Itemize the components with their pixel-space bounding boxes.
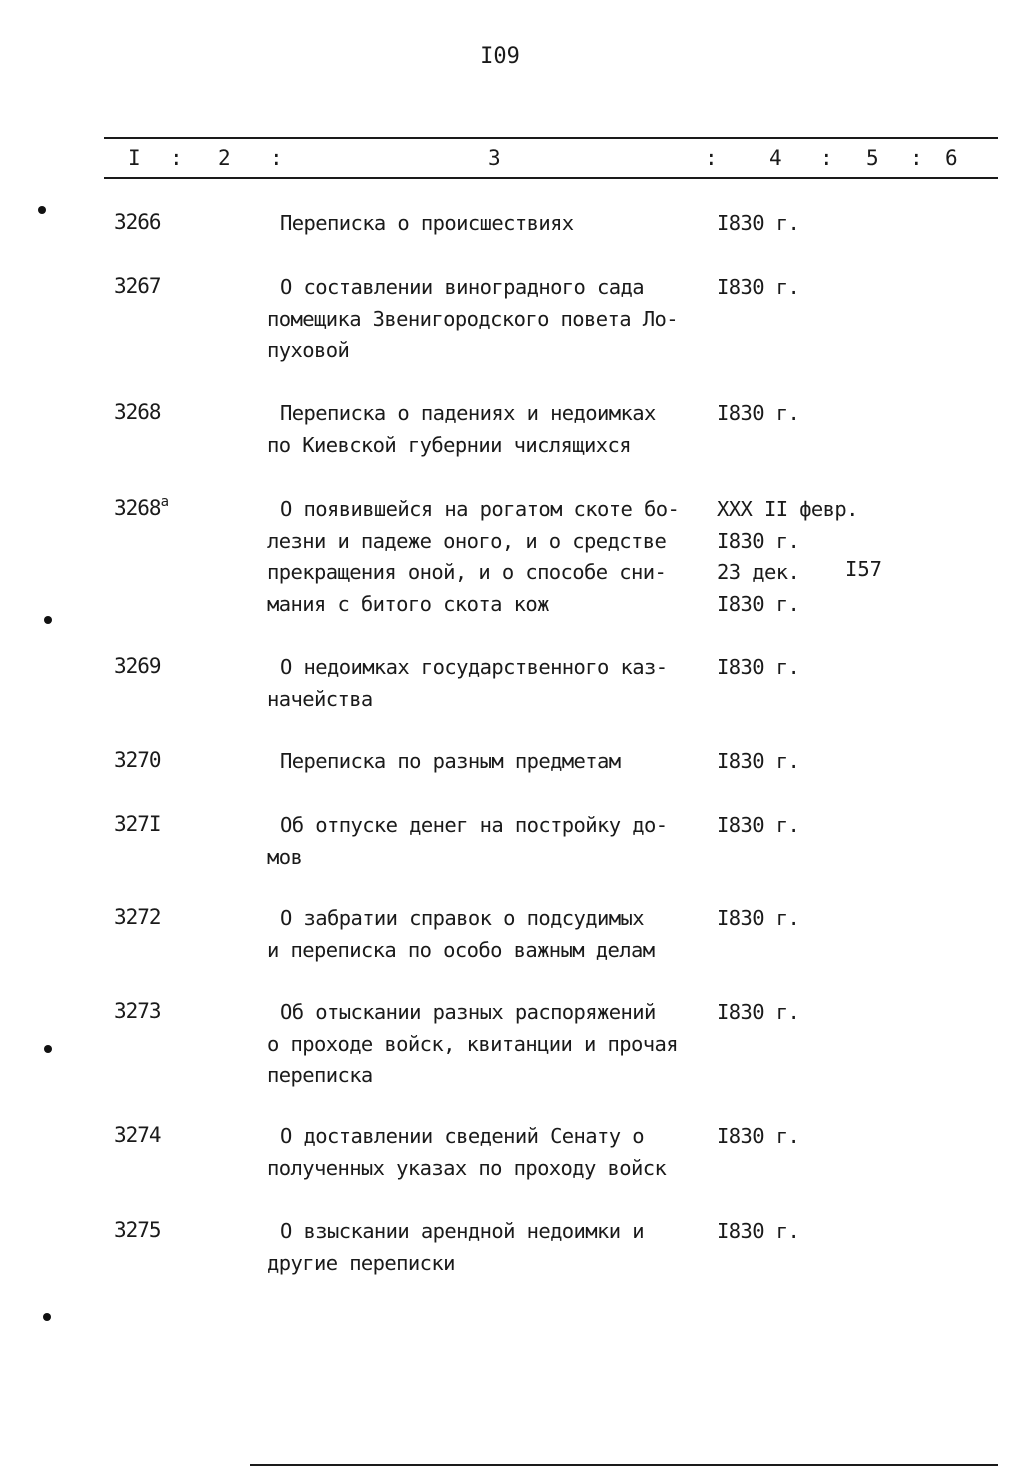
file-number: 3272 bbox=[114, 905, 161, 929]
file-number: 327I bbox=[114, 812, 161, 836]
column-separator: : bbox=[170, 146, 183, 170]
column-separator: : bbox=[820, 146, 833, 170]
column-separator: : bbox=[270, 146, 283, 170]
column-separator: : bbox=[705, 146, 718, 170]
file-date: I830 г. bbox=[717, 749, 800, 773]
footer-rule bbox=[250, 1464, 998, 1466]
file-number: 3270 bbox=[114, 748, 161, 772]
column-header-6: 6 bbox=[945, 146, 958, 170]
file-date: I830 г. bbox=[717, 1000, 800, 1024]
file-date: I830 г. bbox=[717, 655, 800, 679]
file-date: I830 г. bbox=[717, 211, 800, 235]
file-number: 3274 bbox=[114, 1123, 161, 1147]
file-title: О недоимках государственного каз- начейства bbox=[267, 655, 668, 711]
punch-hole-mark bbox=[38, 206, 46, 214]
punch-hole-mark bbox=[44, 616, 52, 624]
file-title: О составлении виноградного сада помещика Звенигородского повета Ло- пуховой bbox=[267, 275, 678, 362]
column-header-3: 3 bbox=[488, 146, 501, 170]
punch-hole-mark bbox=[43, 1313, 51, 1321]
file-title: Об отпуске денег на постройку до- мов bbox=[267, 813, 668, 869]
column-header-1: I bbox=[128, 146, 141, 170]
column-header-2: 2 bbox=[218, 146, 231, 170]
file-number: 3269 bbox=[114, 654, 161, 678]
file-number: 3266 bbox=[114, 210, 161, 234]
file-title: Переписка о падениях и недоимках по Киевской губернии числящихся bbox=[267, 401, 656, 457]
sheet-count: I57 bbox=[845, 557, 883, 581]
file-title: О доставлении сведений Сенату о полученных указах по проходу войск bbox=[267, 1124, 667, 1180]
file-title: О взыскании арендной недоимки и другие переписки bbox=[267, 1219, 645, 1275]
punch-hole-mark bbox=[44, 1045, 52, 1053]
file-number: 3275 bbox=[114, 1218, 161, 1242]
file-date: I830 г. bbox=[717, 1219, 800, 1243]
page-number: I09 bbox=[480, 44, 520, 69]
column-header-5: 5 bbox=[866, 146, 879, 170]
header-top-rule bbox=[104, 137, 998, 139]
file-date: I830 г. bbox=[717, 275, 800, 299]
file-title: Переписка о происшествиях bbox=[280, 211, 574, 235]
file-number: $3268^а$ bbox=[114, 494, 169, 520]
column-separator: : bbox=[910, 146, 923, 170]
file-title: О забратии справок о подсудимых и переписка по особо важным делам bbox=[267, 906, 655, 962]
file-title: Об отыскании разных распоряжений о проходе войск, квитанции и прочая переписка bbox=[267, 1000, 678, 1087]
file-date: I830 г. bbox=[717, 906, 800, 930]
file-title: Переписка по разным предметам bbox=[280, 749, 621, 773]
header-bottom-rule bbox=[104, 177, 998, 179]
file-date: I830 г. bbox=[717, 401, 800, 425]
file-date: I830 г. bbox=[717, 813, 800, 837]
file-number: 3268 bbox=[114, 400, 161, 424]
file-date: XXX II февр. I830 г. 23 дек. I830 г. bbox=[717, 497, 858, 616]
file-date: I830 г. bbox=[717, 1124, 800, 1148]
file-title: О появившейся на рогатом скоте бо- лезни и падеже оного, и о средстве прекращения оной, и о способе сни- мания с битого скота кож bbox=[267, 497, 680, 616]
file-number: 3273 bbox=[114, 999, 161, 1023]
column-header-4: 4 bbox=[769, 146, 782, 170]
file-number: 3267 bbox=[114, 274, 161, 298]
